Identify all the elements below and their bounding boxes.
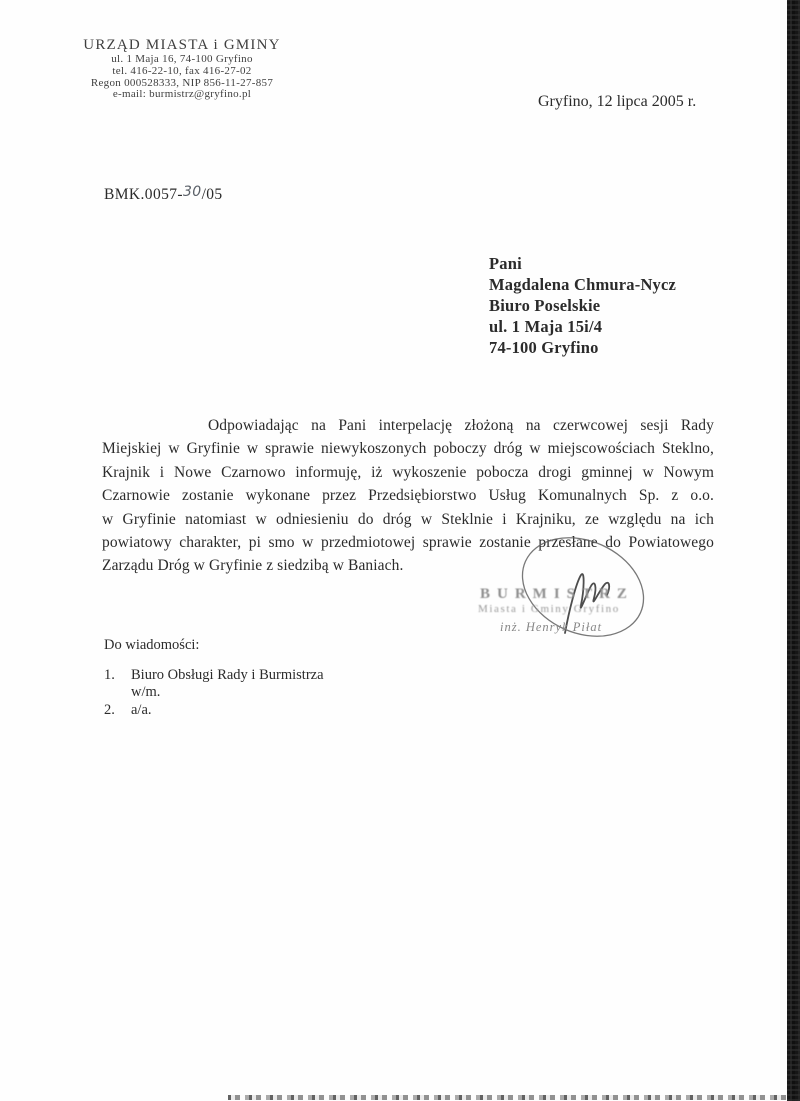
body-line: powiatowy charakter, pi smo w przedmiotowej sprawie zostanie przesłane do Powiatowego: [102, 534, 714, 552]
letterhead-phone-fax: tel. 416-22-10, fax 416-27-02: [112, 64, 252, 77]
body-line: Zarządu Dróg w Gryfinie z siedzibą w Baniach.: [102, 557, 404, 575]
recipient-city: 74-100 Gryfino: [489, 338, 599, 357]
scan-edge-artifact-right: [787, 0, 800, 1101]
letterhead-org-name: URZĄD MIASTA i GMINY: [83, 37, 281, 53]
recipient-name: Magdalena Chmura-Nycz: [489, 275, 677, 294]
cc-item-text: Biuro Obsługi Rady i Burmistrza: [131, 666, 324, 683]
stamp-signer-name: inż. Henryk Piłat: [500, 620, 603, 634]
recipient-block: [489, 253, 676, 358]
cc-item-text: a/a.: [131, 701, 152, 718]
cc-item-number: 1.: [104, 666, 115, 683]
letterhead-stamp: [72, 36, 292, 101]
reference-number: [104, 186, 223, 204]
cc-item-number: 2.: [104, 701, 115, 718]
cc-heading: Do wiadomości:: [104, 637, 200, 653]
letterhead-email: e-mail: burmistrz@gryfino.pl: [112, 88, 252, 101]
cc-item: [104, 702, 324, 720]
body-line: w Gryfinie natomiast w odniesieniu do dróg w Steklnie i Krajniku, ze względu na ich: [102, 510, 714, 528]
reference-suffix: /05: [201, 186, 223, 203]
reference-handwritten-number: 30: [182, 184, 202, 200]
stamp-title: BURMISTRZ: [480, 586, 634, 602]
cc-item: [104, 667, 324, 685]
date-line: Gryfino, 12 lipca 2005 r.: [538, 93, 697, 110]
signature-block: [470, 533, 680, 645]
letterhead-address: ul. 1 Maja 16, 74-100 Gryfino: [111, 53, 253, 65]
body-line: Krajnik i Nowe Czarnowo informuję, iż wykoszenie pobocza drogi gminnej w Nowym: [102, 463, 714, 481]
recipient-street: ul. 1 Maja 15i/4: [489, 317, 603, 336]
recipient-office: Biuro Poselskie: [489, 296, 601, 315]
body-line: Miejskiej w Gryfinie w sprawie niewykoszonych poboczy dróg w miejscowościach Steklno,: [102, 440, 714, 458]
body-line: Czarnowie zostanie wykonane przez Przedsiębiorstwo Usług Komunalnych Sp. z o.o.: [102, 487, 714, 505]
reference-prefix: BMK.0057-: [104, 186, 183, 203]
letterhead-regon-nip: Regon 000528333, NIP 856-11-27-857: [90, 76, 274, 89]
cc-item-subtext: w/m.: [131, 684, 161, 700]
stamp-subtitle: Miasta i Gminy Gryfino: [478, 603, 620, 615]
scan-edge-artifact-bottom: [228, 1095, 787, 1100]
cc-section: [104, 637, 324, 719]
body-line: Odpowiadając na Pani interpelację złożoną na czerwcowej sesji Rady: [208, 417, 714, 434]
recipient-salutation: Pani: [489, 254, 522, 273]
